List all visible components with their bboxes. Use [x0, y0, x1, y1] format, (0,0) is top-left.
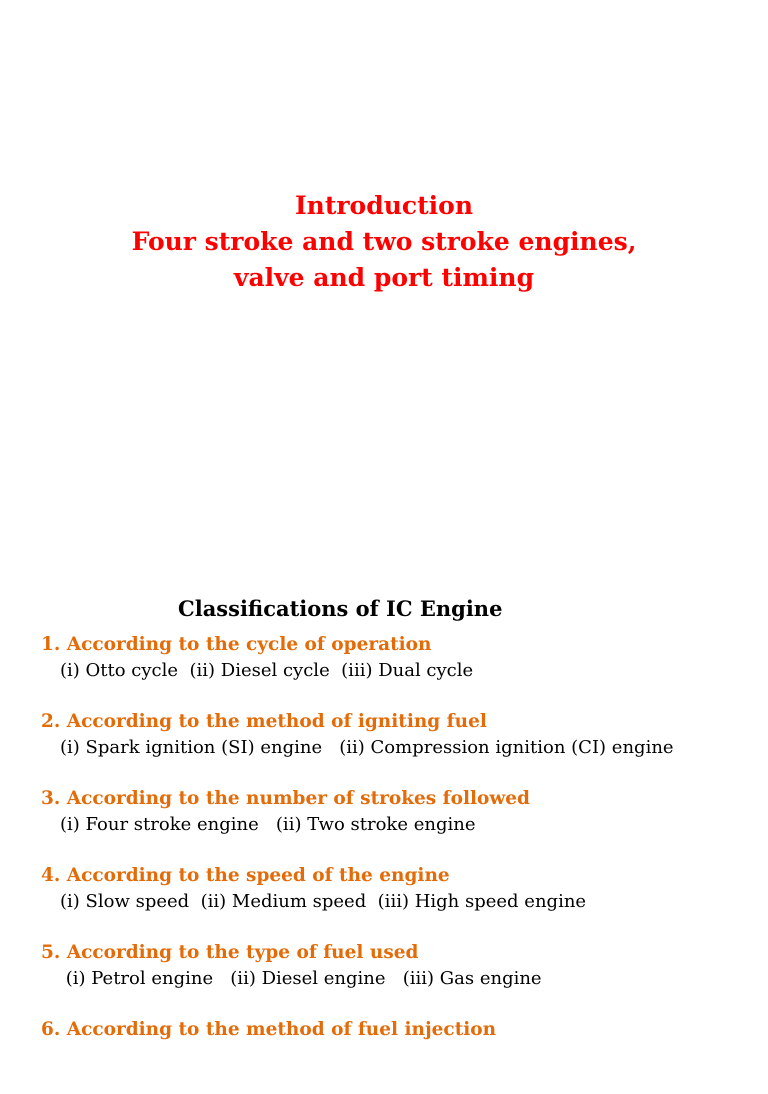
- title-line-3: valve and port timing: [233, 263, 535, 292]
- classification-options: (i) Petrol engine (ii) Diesel engine (iii) Gas engine: [60, 968, 542, 989]
- classification-item: [41, 632, 761, 709]
- classification-list: [41, 632, 761, 1094]
- classification-item: [41, 709, 761, 786]
- classification-heading: 1. According to the cycle of operation: [41, 634, 432, 655]
- classification-item: [41, 863, 761, 940]
- classification-heading: 4. According to the speed of the engine: [41, 865, 450, 886]
- classification-heading: 6. According to the method of fuel injection: [41, 1019, 497, 1040]
- title-line-1: Introduction: [294, 191, 474, 220]
- classification-options: (i) Spark ignition (SI) engine (ii) Compression ignition (CI) engine: [60, 737, 674, 758]
- classification-item: [41, 940, 761, 1017]
- classification-heading: 3. According to the number of strokes followed: [41, 788, 530, 809]
- page-title: [0, 188, 768, 296]
- classification-options: (i) Four stroke engine (ii) Two stroke engine: [60, 814, 476, 835]
- classification-item: [41, 786, 761, 863]
- section-heading: Classifications of IC Engine: [178, 596, 503, 621]
- classification-options: (i) Otto cycle (ii) Diesel cycle (iii) Dual cycle: [60, 660, 474, 681]
- classification-options: (i) Slow speed (ii) Medium speed (iii) High speed engine: [60, 891, 587, 912]
- title-line-2: Four stroke and two stroke engines,: [131, 227, 637, 256]
- classification-heading: 5. According to the type of fuel used: [41, 942, 419, 963]
- classification-item: [41, 1017, 761, 1094]
- classification-heading: 2. According to the method of igniting fuel: [41, 711, 487, 732]
